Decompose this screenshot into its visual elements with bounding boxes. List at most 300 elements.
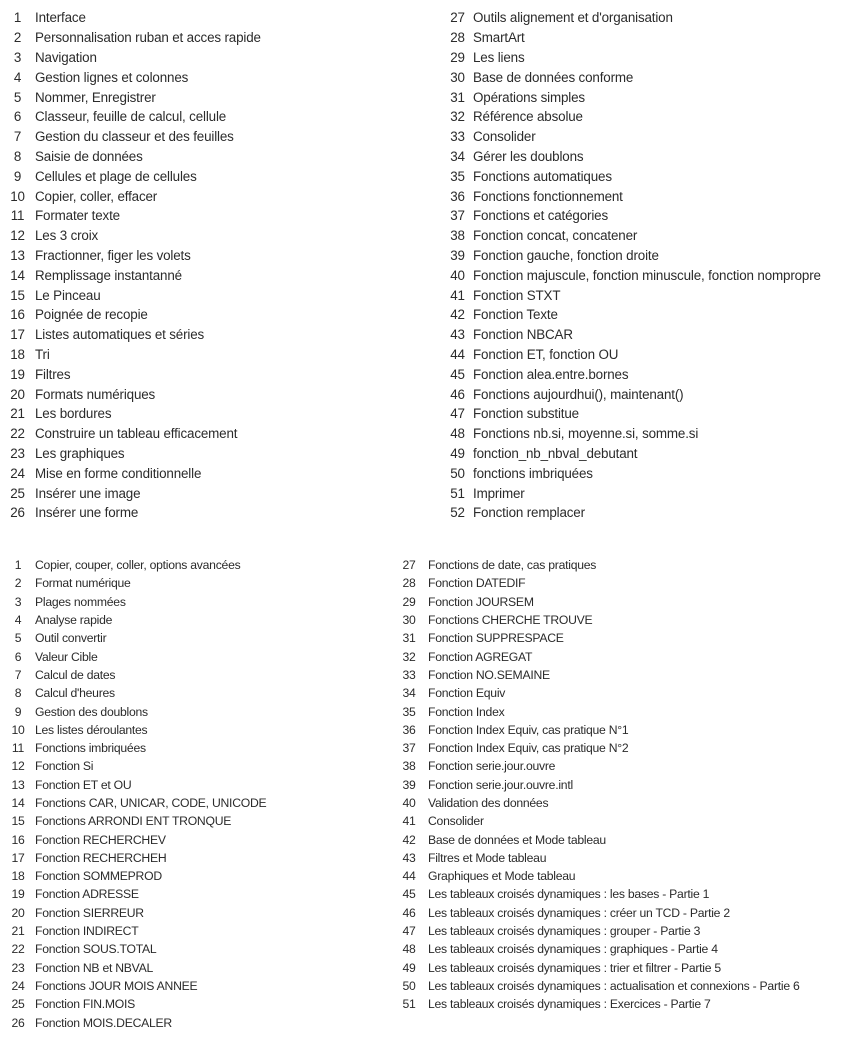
item-label: Fonctions aujourdhui(), maintenant() <box>473 386 684 402</box>
item-label: Les tableaux croisés dynamiques : trier et filtrer - Partie 5 <box>428 960 721 975</box>
item-label: Fonction Index <box>428 704 505 719</box>
list-item <box>9 721 266 739</box>
item-number: 10 <box>10 188 25 204</box>
item-label: Consolider <box>473 129 536 145</box>
item-label: Gestion des doublons <box>35 704 148 719</box>
item-label: Plages nommées <box>35 594 126 609</box>
item-label: Fonctions de date, cas pratiques <box>428 558 597 573</box>
item-number: 23 <box>11 960 25 975</box>
list-item <box>401 629 800 647</box>
item-number: 35 <box>450 168 465 184</box>
item-number: 44 <box>402 869 416 884</box>
list-item <box>9 794 266 812</box>
item-number: 51 <box>402 997 416 1012</box>
list-item <box>9 424 261 444</box>
item-number: 50 <box>402 978 416 993</box>
item-label: Valeur Cible <box>35 649 98 664</box>
item-label: Fonction NB et NBVAL <box>35 960 154 975</box>
item-number: 47 <box>402 924 416 939</box>
item-label: Consolider <box>428 814 484 829</box>
item-number: 28 <box>450 30 465 46</box>
list-item <box>448 206 821 226</box>
item-number: 11 <box>10 208 25 224</box>
list-item <box>9 940 266 958</box>
item-number: 4 <box>13 69 22 85</box>
item-label: Fonction DATEDIF <box>428 576 526 591</box>
item-label: fonctions imbriquées <box>473 465 593 481</box>
item-number: 3 <box>14 594 22 609</box>
item-label: Fonction concat, concatener <box>473 228 638 244</box>
list-item <box>9 67 261 87</box>
item-label: Copier, coller, effacer <box>35 188 158 204</box>
list-item <box>9 739 266 757</box>
item-number: 12 <box>11 759 25 774</box>
list-item <box>401 830 800 848</box>
item-label: Fonction Index Equiv, cas pratique N°2 <box>428 741 629 756</box>
item-label: Cellules et plage de cellules <box>35 168 197 184</box>
item-number: 13 <box>10 247 25 263</box>
list-item <box>448 48 821 68</box>
item-label: Fonctions JOUR MOIS ANNEE <box>35 978 198 993</box>
item-number: 15 <box>10 287 25 303</box>
item-label: Fonction serie.jour.ouvre <box>428 759 556 774</box>
item-label: Fonctions ARRONDI ENT TRONQUE <box>35 814 232 829</box>
list-item <box>9 1013 266 1031</box>
item-number: 22 <box>10 426 25 442</box>
list-item <box>401 849 800 867</box>
item-label: Gérer les doublons <box>473 148 584 164</box>
list-item <box>401 812 800 830</box>
list-item <box>448 463 821 483</box>
item-label: Format numérique <box>35 576 131 591</box>
list-item <box>448 107 821 127</box>
list-item <box>9 647 266 665</box>
item-number: 9 <box>13 168 22 184</box>
toc-top-column-right <box>448 8 821 523</box>
list-item <box>9 147 261 167</box>
item-number: 2 <box>13 30 22 46</box>
item-number: 38 <box>402 759 416 774</box>
item-label: Les graphiques <box>35 445 125 461</box>
list-item <box>9 702 266 720</box>
item-label: Mise en forme conditionnelle <box>35 465 202 481</box>
item-number: 1 <box>14 558 22 573</box>
list-item <box>9 885 266 903</box>
item-label: Fonction RECHERCHEH <box>35 850 167 865</box>
list-item <box>448 483 821 503</box>
item-label: Classeur, feuille de calcul, cellule <box>35 109 227 125</box>
toc-bottom-column-left <box>9 556 266 1032</box>
list-item <box>9 593 266 611</box>
list-item <box>9 757 266 775</box>
toc-bottom-column-right <box>401 556 800 1013</box>
item-label: Fonction NO.SEMAINE <box>428 667 550 682</box>
list-item <box>448 364 821 384</box>
list-item <box>9 830 266 848</box>
item-label: Fonction ET et OU <box>35 777 132 792</box>
item-number: 29 <box>450 49 465 65</box>
item-label: Copier, couper, coller, options avancées <box>35 558 241 573</box>
item-label: Nommer, Enregistrer <box>35 89 156 105</box>
list-item <box>448 404 821 424</box>
item-label: Fonction serie.jour.ouvre.intl <box>428 777 573 792</box>
item-label: Fonction alea.entre.bornes <box>473 366 629 382</box>
list-item <box>401 574 800 592</box>
item-number: 34 <box>402 686 416 701</box>
list-item <box>9 8 261 28</box>
item-number: 16 <box>11 832 25 847</box>
item-label: Fonction SUPPRESPACE <box>428 631 564 646</box>
item-label: Interface <box>35 10 86 26</box>
item-number: 36 <box>450 188 465 204</box>
list-item <box>9 48 261 68</box>
item-label: SmartArt <box>473 30 525 46</box>
item-label: Formater texte <box>35 208 120 224</box>
list-item <box>9 206 261 226</box>
item-label: Validation des données <box>428 796 549 810</box>
item-label: Base de données conforme <box>473 69 634 85</box>
list-item <box>448 424 821 444</box>
item-number: 21 <box>10 406 25 422</box>
item-label: Fonctions nb.si, moyenne.si, somme.si <box>473 426 699 442</box>
list-item <box>448 265 821 285</box>
item-label: Les tableaux croisés dynamiques : créer un TCD - Partie 2 <box>428 905 730 920</box>
list-item <box>448 67 821 87</box>
item-number: 8 <box>14 686 22 701</box>
list-item <box>448 345 821 365</box>
item-label: Les tableaux croisés dynamiques : les bases - Partie 1 <box>428 887 710 902</box>
list-item <box>9 305 261 325</box>
item-label: Fonction MOIS.DECALER <box>35 1015 172 1030</box>
list-item <box>9 503 261 523</box>
item-label: Fonction remplacer <box>473 505 585 521</box>
item-label: Fonction SIERREUR <box>35 905 144 920</box>
item-label: Outils alignement et d'organisation <box>473 10 673 26</box>
item-number: 46 <box>450 386 465 402</box>
list-item <box>448 305 821 325</box>
item-number: 24 <box>11 978 25 993</box>
list-item <box>9 812 266 830</box>
item-label: Les tableaux croisés dynamiques : actualisation et connexions - Partie 6 <box>428 978 800 993</box>
item-number: 41 <box>450 287 465 303</box>
item-number: 48 <box>402 942 416 957</box>
item-number: 50 <box>450 465 465 481</box>
list-item <box>9 226 261 246</box>
item-number: 6 <box>13 109 22 125</box>
list-item <box>448 384 821 404</box>
item-number: 51 <box>450 485 465 501</box>
item-number: 49 <box>402 960 416 975</box>
item-label: Poignée de recopie <box>35 307 148 323</box>
item-number: 13 <box>11 777 25 792</box>
item-number: 20 <box>11 905 25 920</box>
item-label: Fonction ET, fonction OU <box>473 346 619 362</box>
list-item <box>9 127 261 147</box>
item-number: 47 <box>450 406 465 422</box>
list-item <box>401 702 800 720</box>
item-label: Le Pinceau <box>35 287 101 303</box>
item-number: 9 <box>14 704 22 719</box>
item-number: 32 <box>450 109 465 125</box>
list-item <box>9 28 261 48</box>
item-number: 28 <box>402 576 416 591</box>
item-label: Construire un tableau efficacement <box>35 426 238 442</box>
item-number: 2 <box>14 576 22 591</box>
item-number: 7 <box>14 667 22 682</box>
list-item <box>9 849 266 867</box>
item-label: Fonction Equiv <box>428 686 506 701</box>
list-item <box>9 904 266 922</box>
list-item <box>9 629 266 647</box>
list-item <box>448 127 821 147</box>
item-number: 18 <box>11 869 25 884</box>
list-item <box>401 885 800 903</box>
item-number: 43 <box>402 850 416 865</box>
item-label: Navigation <box>35 49 97 65</box>
list-item <box>9 556 266 574</box>
item-label: Les tableaux croisés dynamiques : grouper - Partie 3 <box>428 924 701 939</box>
item-label: Opérations simples <box>473 89 585 105</box>
item-number: 30 <box>402 613 416 628</box>
list-item <box>448 246 821 266</box>
item-number: 3 <box>13 49 22 65</box>
item-number: 43 <box>450 327 465 343</box>
item-label: fonction_nb_nbval_debutant <box>473 445 638 461</box>
item-label: Les listes déroulantes <box>35 722 148 737</box>
item-label: Formats numériques <box>35 386 156 402</box>
list-item <box>9 166 261 186</box>
list-item <box>9 977 266 995</box>
item-number: 5 <box>13 89 22 105</box>
item-label: Fractionner, figer les volets <box>35 247 191 263</box>
item-label: Fonctions fonctionnement <box>473 188 623 204</box>
list-item <box>9 404 261 424</box>
item-number: 26 <box>10 505 25 521</box>
list-item <box>9 325 261 345</box>
item-label: Tri <box>35 346 50 362</box>
list-item <box>448 503 821 523</box>
list-item <box>401 977 800 995</box>
item-label: Fonction NBCAR <box>473 327 573 343</box>
item-number: 27 <box>450 10 465 26</box>
item-number: 12 <box>10 228 25 244</box>
item-label: Fonction Si <box>35 759 94 774</box>
list-item <box>401 647 800 665</box>
item-number: 35 <box>402 704 416 719</box>
list-item <box>9 684 266 702</box>
list-item <box>401 776 800 794</box>
item-number: 33 <box>450 129 465 145</box>
item-number: 39 <box>450 247 465 263</box>
item-number: 25 <box>11 997 25 1012</box>
item-label: Référence absolue <box>473 109 583 125</box>
item-label: Fonction Index Equiv, cas pratique N°1 <box>428 722 629 737</box>
item-number: 38 <box>450 228 465 244</box>
item-number: 46 <box>402 905 416 920</box>
list-item <box>401 867 800 885</box>
item-number: 37 <box>450 208 465 224</box>
item-label: Les tableaux croisés dynamiques : graphiques - Partie 4 <box>428 942 718 957</box>
list-item <box>9 867 266 885</box>
item-label: Fonctions CHERCHE TROUVE <box>428 613 593 628</box>
item-number: 16 <box>10 307 25 323</box>
item-label: Les tableaux croisés dynamiques : Exercices - Partie 7 <box>428 997 711 1012</box>
item-label: Calcul de dates <box>35 667 116 682</box>
item-label: Remplissage instantanné <box>35 267 182 283</box>
list-item <box>448 147 821 167</box>
item-label: Fonction RECHERCHEV <box>35 832 166 847</box>
item-number: 26 <box>11 1015 25 1030</box>
item-number: 7 <box>13 129 22 145</box>
list-item <box>448 444 821 464</box>
item-label: Fonction STXT <box>473 287 561 303</box>
item-number: 6 <box>14 649 22 664</box>
item-number: 19 <box>11 887 25 902</box>
item-number: 24 <box>10 465 25 481</box>
item-number: 4 <box>14 613 22 628</box>
item-label: Fonction SOUS.TOTAL <box>35 942 157 957</box>
item-number: 42 <box>450 307 465 323</box>
list-item <box>401 922 800 940</box>
item-number: 36 <box>402 722 416 737</box>
item-number: 29 <box>402 594 416 609</box>
item-number: 10 <box>11 722 25 737</box>
item-label: Fonction JOURSEM <box>428 594 534 609</box>
list-item <box>401 666 800 684</box>
item-number: 45 <box>402 887 416 902</box>
list-item <box>9 345 261 365</box>
list-item <box>9 246 261 266</box>
item-label: Filtres <box>35 366 71 382</box>
item-label: Fonction INDIRECT <box>35 924 139 939</box>
item-number: 39 <box>402 777 416 792</box>
list-item <box>401 794 800 812</box>
item-number: 21 <box>11 924 25 939</box>
list-item <box>9 364 261 384</box>
item-number: 33 <box>402 667 416 682</box>
item-label: Analyse rapide <box>35 613 113 628</box>
item-label: Les liens <box>473 49 525 65</box>
list-item <box>9 611 266 629</box>
list-item <box>448 8 821 28</box>
item-label: Outil convertir <box>35 631 107 646</box>
list-item <box>401 739 800 757</box>
item-number: 31 <box>402 631 416 646</box>
list-item <box>448 226 821 246</box>
item-number: 18 <box>10 346 25 362</box>
item-number: 17 <box>10 327 25 343</box>
item-number: 40 <box>402 796 416 810</box>
list-item <box>448 28 821 48</box>
item-label: Gestion du classeur et des feuilles <box>35 129 234 145</box>
item-number: 27 <box>402 558 416 573</box>
item-number: 41 <box>402 814 416 829</box>
item-number: 52 <box>450 505 465 521</box>
item-label: Fonction majuscule, fonction minuscule, fonction nompropre <box>473 267 821 283</box>
item-label: Fonction FIN.MOIS <box>35 997 136 1012</box>
list-item <box>9 444 261 464</box>
item-number: 11 <box>11 741 25 756</box>
list-item <box>9 463 261 483</box>
item-label: Les bordures <box>35 406 112 422</box>
item-label: Personnalisation ruban et acces rapide <box>35 30 261 46</box>
item-number: 32 <box>402 649 416 664</box>
list-item <box>401 556 800 574</box>
list-item <box>401 611 800 629</box>
item-number: 31 <box>450 89 465 105</box>
item-label: Fonction SOMMEPROD <box>35 869 162 884</box>
list-item <box>9 384 261 404</box>
item-label: Fonctions CAR, UNICAR, CODE, UNICODE <box>35 796 267 810</box>
toc-top-column-left <box>9 8 261 523</box>
item-number: 30 <box>450 69 465 85</box>
list-item <box>9 483 261 503</box>
item-number: 14 <box>10 267 25 283</box>
item-number: 37 <box>402 741 416 756</box>
list-item <box>401 757 800 775</box>
item-label: Fonction substitue <box>473 406 579 422</box>
list-item <box>9 574 266 592</box>
item-number: 1 <box>13 10 22 26</box>
item-label: Saisie de données <box>35 148 143 164</box>
item-label: Imprimer <box>473 485 525 501</box>
item-label: Fonctions automatiques <box>473 168 612 184</box>
item-number: 48 <box>450 426 465 442</box>
list-item <box>448 285 821 305</box>
list-item <box>401 959 800 977</box>
list-item <box>401 995 800 1013</box>
item-label: Graphiques et Mode tableau <box>428 869 576 884</box>
item-label: Insérer une image <box>35 485 141 501</box>
item-number: 19 <box>10 366 25 382</box>
list-item <box>9 285 261 305</box>
item-label: Les 3 croix <box>35 228 99 244</box>
item-number: 8 <box>13 148 22 164</box>
list-item <box>401 904 800 922</box>
item-number: 45 <box>450 366 465 382</box>
item-label: Fonction Texte <box>473 307 558 323</box>
item-number: 34 <box>450 148 465 164</box>
item-label: Insérer une forme <box>35 505 139 521</box>
list-item <box>9 666 266 684</box>
item-label: Calcul d'heures <box>35 686 115 701</box>
item-number: 49 <box>450 445 465 461</box>
item-label: Fonctions imbriquées <box>35 741 146 756</box>
list-item <box>401 593 800 611</box>
item-number: 17 <box>11 850 25 865</box>
item-number: 40 <box>450 267 465 283</box>
list-item <box>9 995 266 1013</box>
item-label: Fonction AGREGAT <box>428 649 533 664</box>
item-label: Gestion lignes et colonnes <box>35 69 189 85</box>
item-number: 20 <box>10 386 25 402</box>
item-label: Listes automatiques et séries <box>35 327 205 343</box>
list-item <box>401 684 800 702</box>
item-number: 14 <box>11 796 25 810</box>
list-item <box>448 325 821 345</box>
item-number: 23 <box>10 445 25 461</box>
list-item <box>401 721 800 739</box>
list-item <box>9 87 261 107</box>
item-label: Fonctions et catégories <box>473 208 608 224</box>
item-number: 42 <box>402 832 416 847</box>
list-item <box>9 959 266 977</box>
item-number: 22 <box>11 942 25 957</box>
list-item <box>448 87 821 107</box>
item-label: Filtres et Mode tableau <box>428 850 547 865</box>
item-label: Fonction ADRESSE <box>35 887 139 902</box>
list-item <box>9 186 261 206</box>
